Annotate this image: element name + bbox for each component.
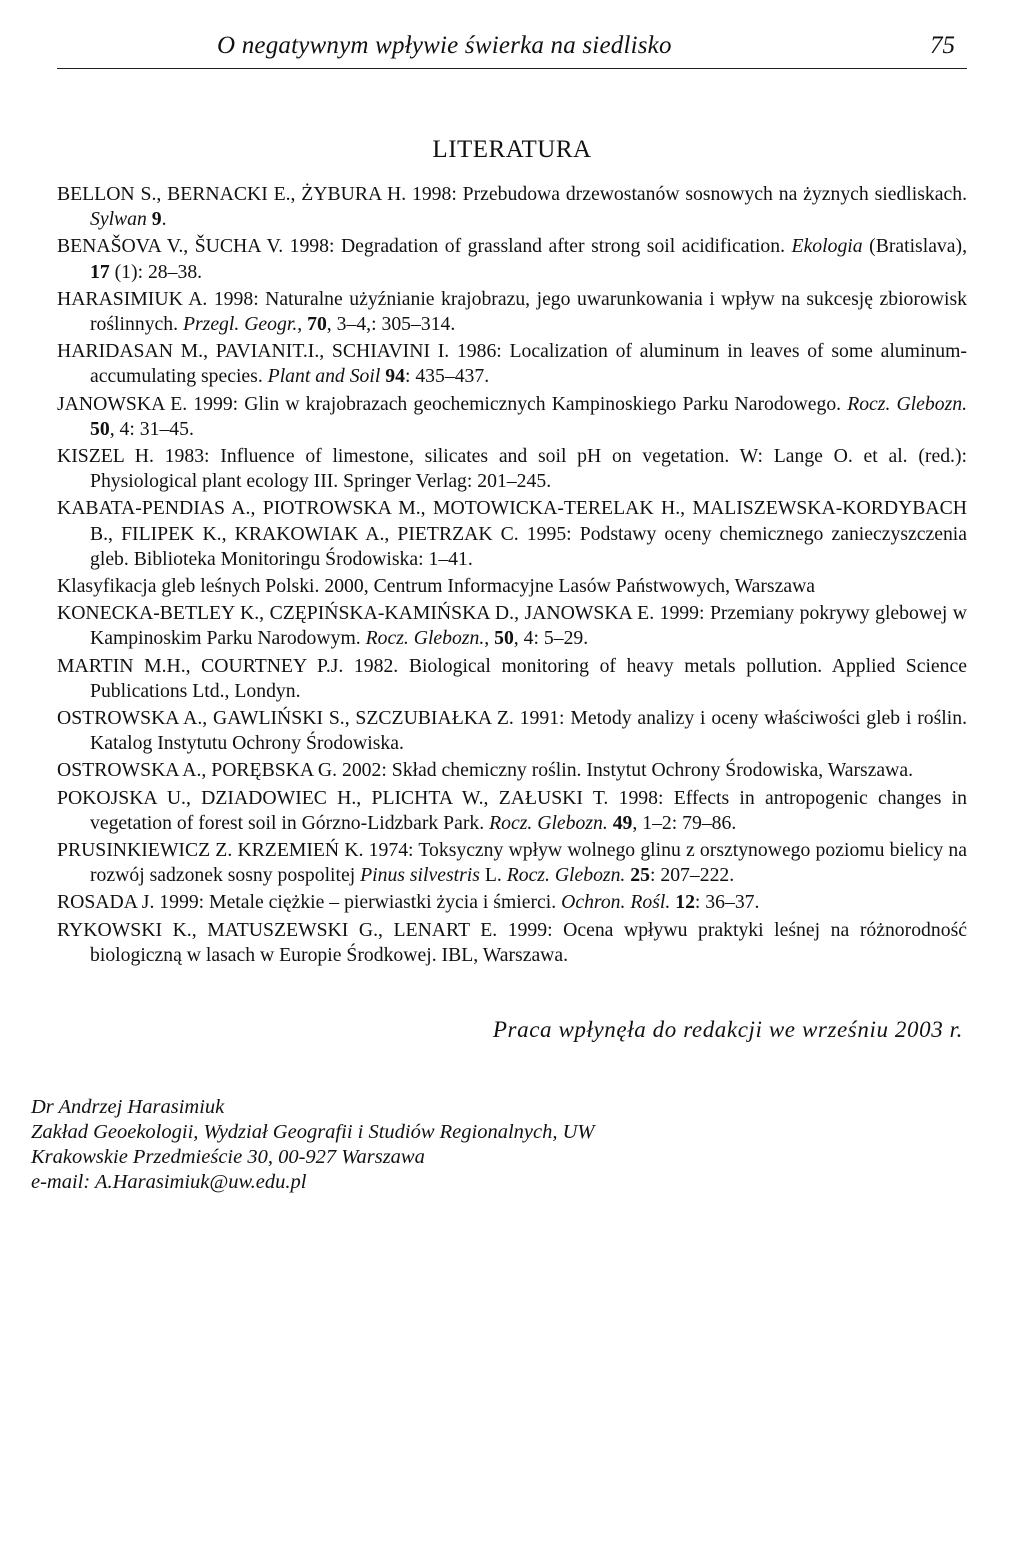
- reference-item: [57, 339, 967, 389]
- reference-list: [57, 182, 967, 968]
- reference-bold-text: 70: [307, 313, 327, 336]
- reference-text: ,: [297, 313, 308, 336]
- reference-item: [57, 496, 967, 572]
- reference-text: : 36–37.: [694, 891, 760, 914]
- running-header: [57, 28, 967, 69]
- reference-text: RYKOWSKI K., MATUSZEWSKI G., LENART E. 1999: Ocena wpływu praktyki leśnej na różnorodność biologiczną w lasach w Europie Środkowej. IBL, Warszawa.: [57, 918, 967, 966]
- running-title: O negatywnym wpływie świerka na siedlisko: [217, 32, 672, 59]
- reference-bold-text: 94: [385, 365, 405, 388]
- reference-text: BELLON S., BERNACKI E., ŻYBURA H. 1998: Przebudowa drzewostanów sosnowych na żyznych siedliskach.: [57, 183, 967, 205]
- reference-text: , 4: 5–29.: [513, 627, 589, 650]
- reference-text: , 4: 31–45.: [109, 417, 194, 440]
- reference-item: [57, 758, 967, 783]
- reference-italic-text: Rocz. Glebozn.: [847, 392, 968, 415]
- reference-bold-text: 49: [612, 811, 633, 834]
- reference-italic-text: Rocz. Glebozn.: [489, 811, 608, 834]
- reference-text: PRUSINKIEWICZ Z. KRZEMIEŃ K. 1974: Toksyczny wpływ wolnego glinu z orsztynowego poziomu bielicy na rozwój sadzonek sosny pospolitej: [57, 839, 967, 887]
- reference-italic-text: Pinus silvestris: [360, 864, 480, 887]
- reference-italic-text: Przegl. Geogr.: [182, 313, 298, 336]
- section-title: LITERATURA: [432, 136, 592, 163]
- reference-item: [57, 654, 967, 704]
- page: [31, 28, 968, 1195]
- reference-text: HARASIMIUK A. 1998: Naturalne użyźnianie krajobrazu, jego uwarunkowania i wpływ na sukcesję zbiorowisk roślinnych.: [57, 287, 967, 336]
- reference-item: [57, 918, 967, 968]
- reference-italic-text: Ochron. Rośl.: [561, 891, 671, 914]
- reference-item: [57, 601, 967, 651]
- page-number: 75: [930, 32, 955, 59]
- reference-text: KISZEL H. 1983: Influence of limestone, silicates and soil pH on vegetation. W: Lange O. et al. (red.): Physiological plant ecology III. Springer Verlag: 201–245.: [57, 445, 967, 493]
- reference-item: [57, 706, 967, 756]
- reference-text: .: [161, 208, 167, 231]
- reference-item: [57, 890, 967, 915]
- author-email: e-mail: A.Harasimiuk@uw.edu.pl: [31, 1171, 307, 1194]
- reference-text: KABATA-PENDIAS A., PIOTROWSKA M., MOTOWICKA-TERELAK H., MALISZEWSKA-KORDYBACH B., FILIPEK K., KRAKOWIAK A., PIETRZAK C. 1995: Podstawy oceny chemicznego zanieczyszczenia gleb. Biblioteka Monitoringu Środowiska: 1–41.: [57, 497, 967, 570]
- reference-item: [57, 838, 967, 888]
- reference-item: [57, 287, 967, 337]
- reference-text: KONECKA-BETLEY K., CZĘPIŃSKA-KAMIŃSKA D., JANOWSKA E. 1999: Przemiany pokrywy glebowej w Kampinoskim Parku Narodowym.: [57, 602, 967, 650]
- reference-text: , 1–2: 79–86.: [632, 811, 737, 834]
- reference-italic-text: Ekologia: [791, 235, 863, 258]
- reference-item: [57, 234, 967, 284]
- author-block: [31, 1095, 967, 1195]
- reference-bold-text: 50: [90, 417, 110, 440]
- reference-bold-text: 17: [90, 260, 110, 283]
- reference-text: ,: [484, 627, 495, 650]
- reference-text: Klasyfikacja gleb leśnych Polski. 2000, Centrum Informacyjne Lasów Państwowych, Warszawa: [57, 575, 816, 598]
- reference-text: ROSADA J. 1999: Metale ciężkie – pierwiastki życia i śmierci.: [57, 891, 562, 914]
- reference-item: [57, 392, 967, 442]
- reference-item: [57, 574, 967, 599]
- reference-bold-text: 12: [675, 891, 695, 914]
- reference-text: HARIDASAN M., PAVIANIT.I., SCHIAVINI I. 1986: Localization of aluminum in leaves of some aluminum-accumulating species.: [57, 340, 967, 388]
- reference-text: OSTROWSKA A., PORĘBSKA G. 2002: Skład chemiczny roślin. Instytut Ochrony Środowiska, Warszawa.: [57, 759, 914, 782]
- reference-text: MARTIN M.H., COURTNEY P.J. 1982. Biological monitoring of heavy metals pollution. Applied Science Publications Ltd., Londyn.: [57, 654, 967, 702]
- reference-text: : 435–437.: [404, 365, 490, 388]
- reference-italic-text: Rocz. Glebozn.: [506, 864, 626, 887]
- reference-item: [57, 786, 967, 836]
- reference-bold-text: 25: [630, 864, 650, 887]
- author-name: Dr Andrzej Harasimiuk: [31, 1096, 225, 1119]
- reference-italic-text: Plant and Soil: [267, 365, 381, 388]
- reference-text: BENAŠOVA V., ŠUCHA V. 1998: Degradation of grassland after strong soil acidification.: [57, 235, 792, 258]
- author-affiliation: Zakład Geoekologii, Wydział Geografii i Studiów Regionalnych, UW: [31, 1121, 595, 1144]
- author-address: Krakowskie Przedmieście 30, 00-927 Warszawa: [31, 1146, 425, 1169]
- reference-text: : 207–222.: [649, 864, 735, 887]
- reference-text: (1): 28–38.: [109, 260, 203, 283]
- reference-text: OSTROWSKA A., GAWLIŃSKI S., SZCZUBIAŁKA Z. 1991: Metody analizy i oceny właściwości gleb i roślin. Katalog Instytutu Ochrony Środowiska.: [57, 707, 967, 755]
- reference-text: POKOJSKA U., DZIADOWIEC H., PLICHTA W., ZAŁUSKI T. 1998: Effects in antropogenic changes in vegetation of forest soil in Górzno-Lidzbark Park.: [57, 786, 967, 834]
- reference-bold-text: 50: [494, 627, 514, 650]
- reference-text: (Bratislava),: [862, 235, 967, 258]
- reference-italic-text: Sylwan: [90, 208, 147, 231]
- reference-text: L.: [479, 864, 507, 887]
- reference-italic-text: Rocz. Glebozn.: [365, 627, 485, 650]
- reference-item: [57, 182, 967, 232]
- reference-text: , 3–4,: 305–314.: [326, 313, 456, 336]
- reference-bold-text: 9: [151, 208, 162, 231]
- reference-item: [57, 444, 967, 494]
- received-note: Praca wpłynęła do redakcji we wrześniu 2003 r.: [492, 1017, 963, 1043]
- reference-text: JANOWSKA E. 1999: Glin w krajobrazach geochemicznych Kampinoskiego Parku Narodowego.: [57, 392, 848, 415]
